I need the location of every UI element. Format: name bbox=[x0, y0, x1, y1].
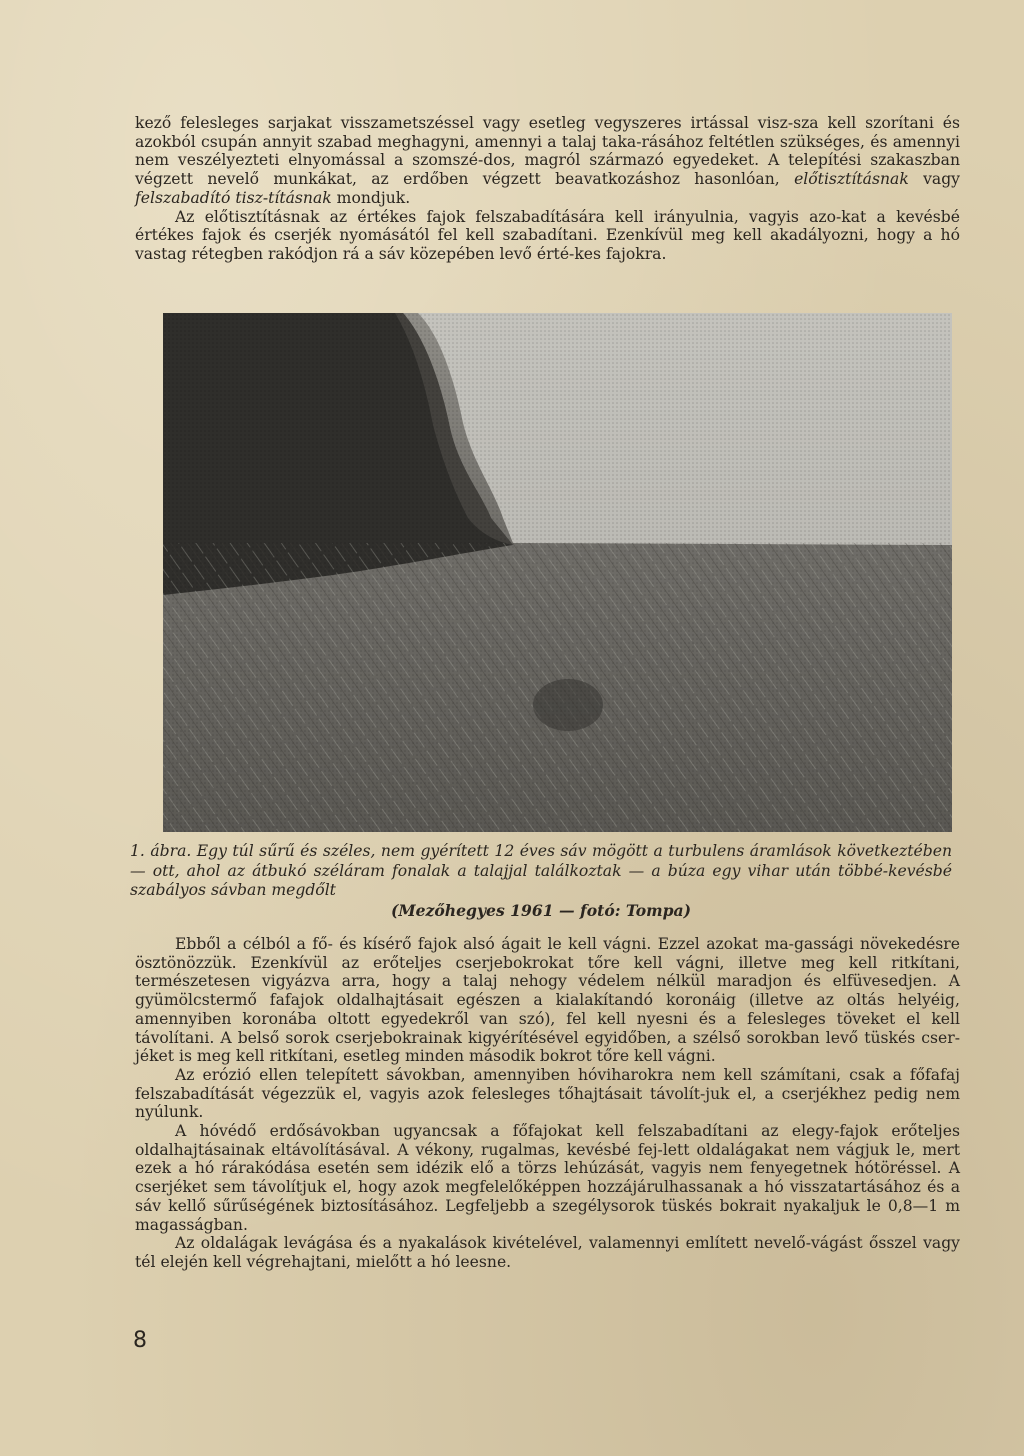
paragraph: A hóvédő erdősávokban ugyancsak a főfajokat kell felszabadítani az elegy-fajok erőteljes oldalhajtásainak eltávolításával. A vékony, rugalmas, kevésbé fej-lett oldalágakat nem vágjuk le, mert ezek a hó rárakódása esetén sem idézik elő a törzs lehúzását, vagyis nem fenyegetnek hótöréssel. A cserjéket sem távolítjuk el, hogy azok megfelelőképpen hozzájárulhassanak a hó visszatartásához és a sáv kellő sűrűségének biztosításához. Legfeljebb a szegélysorok tüskés bokrait nyakaljuk le 0,8—1 m magasságban. bbox=[135, 1122, 960, 1234]
caption-text: 1. ábra. Egy túl sűrű és széles, nem gyérített 12 éves sáv mögött a turbulens áramlások következtében — ott, ahol az átbukó széláram fonalak a talajjal találkoztak — a búza egy vihar után többé-kevésbé szabályos sávban megdőlt bbox=[130, 842, 952, 900]
paragraph bbox=[135, 114, 960, 208]
page-number: 8 bbox=[133, 1328, 147, 1353]
italic-term: felszabadító tisz-tításnak bbox=[135, 188, 332, 207]
photo-credit: (Mezőhegyes 1961 — fotó: Tompa) bbox=[390, 900, 692, 920]
body-text-top bbox=[135, 114, 960, 264]
paragraph: Ebből a célból a fő- és kísérő fajok alsó ágait le kell vágni. Ezzel azokat ma-gassági növekedésre ösztönözzük. Ezenkívül az erőteljes cserjebokrokat tőre kell vágni, illetve meg kell ritkítani, természetesen vigyázva arra, hogy a talaj nehogy védelem nélkül maradjon és elfüvesedjen. A gyümölcstermő fafajok oldalhajtásait egészen a kialakítandó koronáig (illetve az oltás helyéig, amennyiben koronába oltott egyedekről van szó), fel kell nyesni és a felesleges töveket el kell távolítani. A belső sorok cserjebokrainak kigyérítésével egyidőben, a szélső sorokban levő tüskés cser-jéket is meg kell ritkítani, esetleg minden második bokrot tőre kell vágni. bbox=[135, 935, 960, 1066]
italic-term: előtisztításnak bbox=[794, 170, 909, 189]
paragraph: Az erózió ellen telepített sávokban, amennyiben hóviharokra nem kell számítani, csak a főfafaj felszabadítását végezzük el, vagyis azok felesleges tőhajtásait távolít-juk el, a cserjékhez pedig nem nyúlunk. bbox=[135, 1065, 960, 1122]
paragraph: Az előtisztításnak az értékes fajok felszabadítására kell irányulnia, vagyis azo-kat a kevésbé értékes fajok és cserjék nyomásától fel kell szabadítani. Ezenkívül meg kell akadályozni, hogy a hó vastag rétegben rakódjon rá a sáv közepében levő érté-kes fajokra. bbox=[135, 207, 960, 263]
paragraph-text: vagy bbox=[908, 170, 960, 189]
paragraph-text: mondjuk. bbox=[331, 188, 411, 207]
paragraph: Az oldalágak levágása és a nyakalások kivételével, valamennyi említett nevelő-vágást ősszel vagy tél elején kell végrehajtani, mielőtt a hó leesne. bbox=[135, 1234, 960, 1271]
paragraph-text: kező felesleges sarjakat visszametszéssel vagy esetleg vegyszeres irtással visz-sza kell szorítani és azokból csupán annyit szabad meghagyni, amennyi a talaj taka-rásához feltétlen szükséges, és amennyi nem veszélyezteti elnyomással a szomszé-dos, magról származó egyedeket. A telepítési szakaszban végzett nevelő munkákat, az erdőben végzett beavatkozáshoz hasonlóan, bbox=[135, 114, 960, 189]
body-text-bottom bbox=[135, 935, 960, 1272]
figure-caption bbox=[130, 842, 952, 920]
figure-photo bbox=[163, 313, 952, 832]
